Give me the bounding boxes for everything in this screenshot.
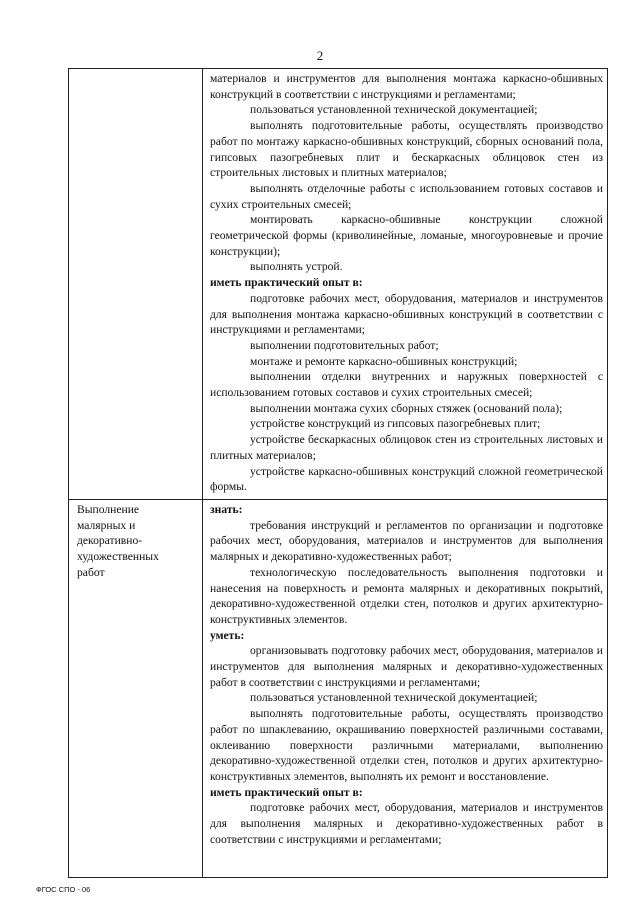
- section-heading: иметь практический опыт в:: [210, 276, 363, 290]
- page-number: 2: [316, 48, 324, 63]
- requirement-paragraph: выполнять отделочные работы с использованием готовых составов и сухих строительных смесей;: [210, 181, 603, 211]
- requirement-paragraph: организовывать подготовку рабочих мест, оборудования, материалов и инструментов для выполнения малярных и декоративно-художественных работ в соответствии с инструкциями и регламентами;: [210, 644, 603, 689]
- requirement-paragraph: пользоваться установленной технической документацией;: [250, 103, 538, 117]
- requirement-paragraph: подготовке рабочих мест, оборудования, материалов и инструментов для выполнения монтажа каркасно-обшивных конструкций в соответствии с инструкциями и регламентами;: [210, 291, 603, 337]
- bottom-row-requirements: [210, 502, 603, 847]
- requirement-paragraph: монтаже и ремонте каркасно-обшивных конструкций;: [250, 354, 518, 368]
- requirement-paragraph: монтировать каркасно-обшивные конструкции сложной геометрической формы (криволинейные, ломаные, многоуровневые и прочие конструкции);: [210, 213, 603, 258]
- requirement-paragraph: выполнять подготовительные работы, осуществлять производство работ по монтажу каркасно-обшивных конструкций, сборных оснований пола, гипсовых пазогребневых плит и бескаркасных облицовок стен из строительных листовых и плитных материалов;: [210, 119, 603, 180]
- requirement-paragraph: выполнении монтажа сухих сборных стяжек (оснований пола);: [250, 401, 563, 415]
- competence-table: [68, 68, 608, 878]
- requirement-paragraph: материалов и инструментов для выполнения монтажа каркасно-обшивных конструкций в соответствии с инструкциями и регламентами;: [210, 72, 603, 101]
- module-title-line: Выполнение: [77, 503, 140, 516]
- requirement-paragraph: выполнять подготовительные работы, осуществлять производство работ по шпаклеванию, окрашиванию поверхностей различными составами, оклеиванию поверхности различными материалами, выполнению декоративно-художественной отделки стен, потолков и других архитектурно-конструктивных элементов, выполнять их ремонт и восстановление.: [210, 707, 603, 783]
- requirement-paragraph: выполнении отделки внутренних и наружных поверхностей с использованием готовых составов и сухих строительных смесей;: [210, 370, 603, 400]
- column-divider: [202, 69, 203, 877]
- requirement-paragraph: устройстве конструкций из гипсовых пазогребневых плит;: [250, 417, 541, 431]
- requirement-paragraph: пользоваться установленной технической документацией;: [250, 691, 538, 705]
- section-heading: иметь практический опыт в:: [210, 785, 363, 799]
- module-title-line: малярных и: [77, 518, 136, 532]
- requirement-paragraph: технологическую последовательность выполнения подготовки и нанесения на поверхность и ремонта малярных и декоративных покрытий, декоративно-художественной отделки стен, потолков и других архитектурно-конструктивных элементов.: [210, 565, 603, 626]
- requirement-paragraph: выполнять устрой.: [250, 260, 343, 274]
- bottom-row-module-title: [77, 502, 197, 581]
- module-title-line: декоративно-: [77, 534, 143, 548]
- section-heading: знать:: [210, 503, 243, 516]
- section-heading: уметь:: [210, 628, 245, 642]
- requirement-paragraph: устройстве каркасно-обшивных конструкций сложной геометрической формы.: [210, 464, 603, 494]
- module-title-line: работ: [77, 565, 105, 579]
- top-row-requirements: [210, 71, 603, 495]
- document-footer: ФГОС СПО - 06: [36, 885, 91, 894]
- module-title-line: художественных: [77, 550, 159, 564]
- requirement-paragraph: подготовке рабочих мест, оборудования, материалов и инструментов для выполнения малярных и декоративно-художественных работ в соответствии с инструкциями и регламентами;: [210, 801, 603, 846]
- requirement-paragraph: выполнении подготовительных работ;: [250, 338, 439, 352]
- requirement-paragraph: требования инструкций и регламентов по организации и подготовке рабочих мест, оборудования, материалов и инструментов для выполнения малярных и декоративно-художественных работ;: [210, 518, 603, 564]
- requirement-paragraph: устройстве бескаркасных облицовок стен из строительных листовых и плитных материалов;: [210, 433, 603, 462]
- row-divider: [69, 499, 607, 500]
